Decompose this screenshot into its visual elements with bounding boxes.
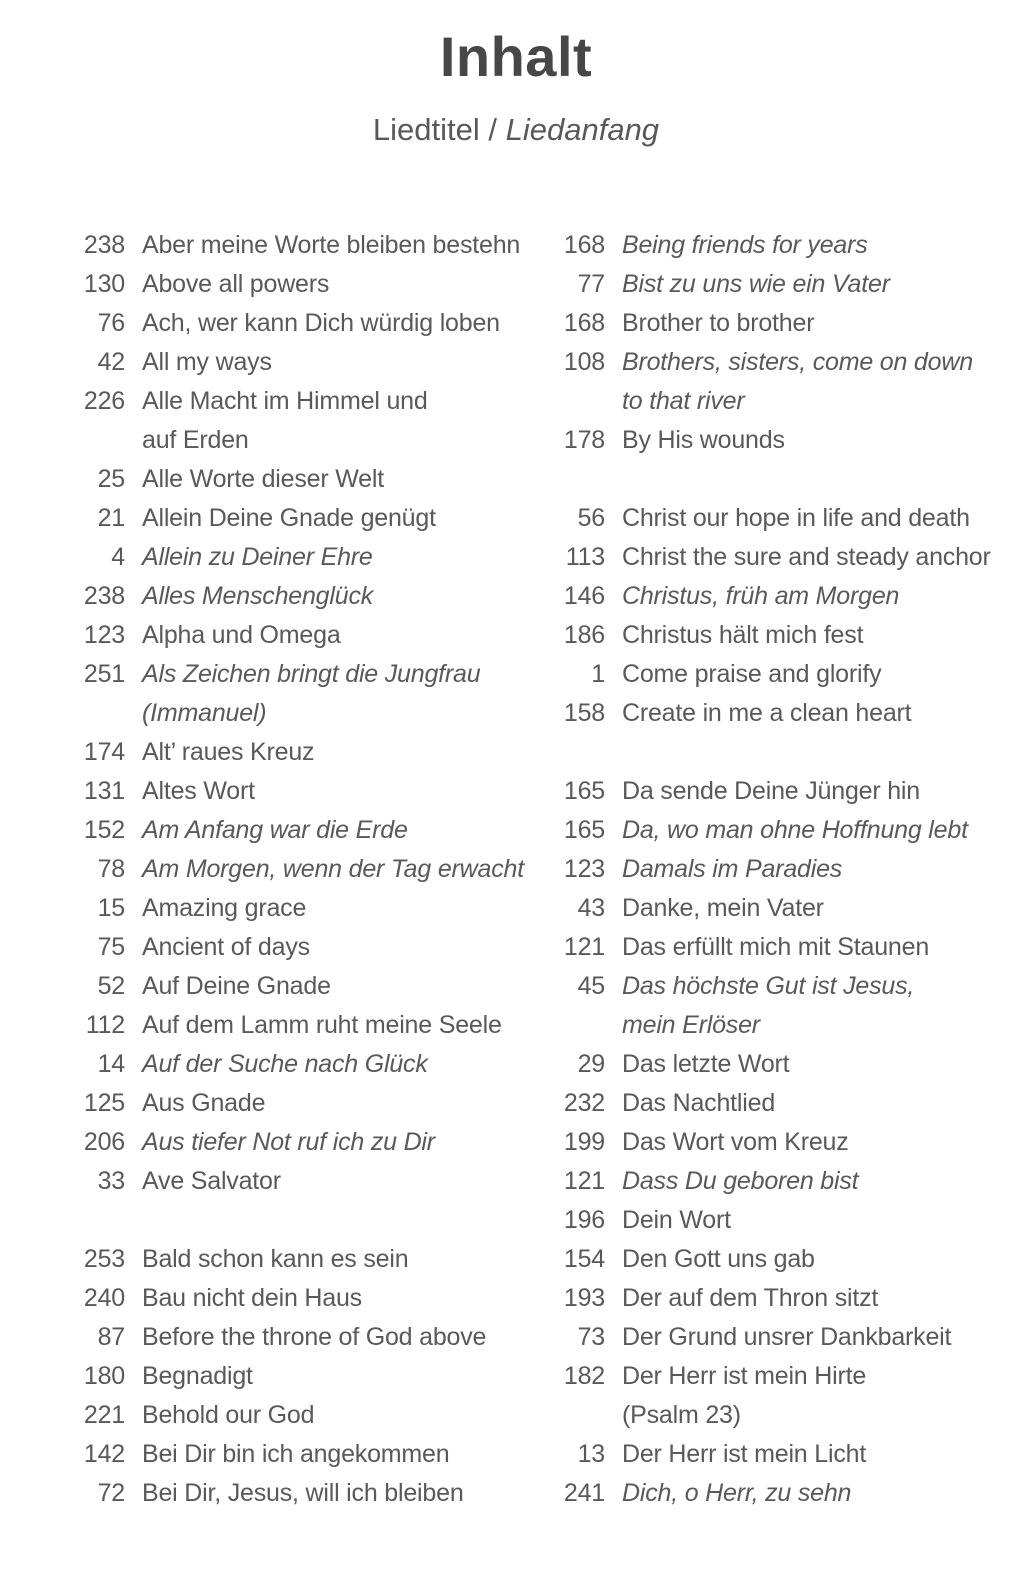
toc-entry: [540, 1240, 1020, 1279]
song-title-line: Das Nachtlied: [622, 1089, 776, 1117]
song-title-line: to that river: [622, 387, 745, 415]
toc-entry: [60, 460, 540, 499]
song-title-line: Alt’ raues Kreuz: [142, 738, 315, 766]
page-number: 78: [97, 855, 125, 883]
toc-entry: [540, 655, 1020, 694]
song-title: [142, 1162, 281, 1201]
toc-entry: [540, 811, 1020, 850]
toc-entry: [60, 226, 540, 265]
song-title: [142, 1396, 314, 1435]
song-title-line: Bist zu uns wie ein Vater: [622, 270, 890, 298]
song-title-line: auf Erden: [142, 426, 249, 454]
song-title-line: All my ways: [142, 348, 272, 376]
toc-entry: [540, 265, 1020, 304]
page-number: 14: [97, 1050, 125, 1078]
page-number: 77: [577, 270, 605, 298]
song-title: [142, 772, 255, 811]
page-number: 206: [83, 1128, 125, 1156]
toc-entry: [60, 733, 540, 772]
song-title: [622, 226, 868, 265]
song-title: [142, 655, 480, 733]
song-title-line: mein Erlöser: [622, 1011, 760, 1039]
toc-entry: [540, 772, 1020, 811]
page-number: 168: [563, 231, 605, 259]
song-title: [622, 1201, 731, 1240]
page-title: Inhalt: [439, 25, 593, 88]
song-title-line: Aber meine Worte bleiben bestehn: [142, 231, 521, 259]
song-title-line: Before the throne of God above: [142, 1323, 487, 1351]
toc-entry: [60, 616, 540, 655]
song-title: [142, 1045, 428, 1084]
toc-entry: [60, 1123, 540, 1162]
song-title: [142, 538, 373, 577]
song-title-line: Behold our God: [142, 1401, 315, 1429]
page-number: 241: [563, 1479, 605, 1507]
song-title-line: Allein zu Deiner Ehre: [142, 543, 373, 571]
toc-entry: [60, 343, 540, 382]
song-title: [142, 1084, 265, 1123]
song-title: [142, 850, 524, 889]
toc-entry: [60, 265, 540, 304]
toc-entry: [60, 1162, 540, 1201]
toc-entry: [540, 343, 1020, 421]
page-number: 73: [577, 1323, 605, 1351]
song-title: [142, 304, 500, 343]
toc-entry: [60, 1006, 540, 1045]
song-title: [622, 1474, 851, 1513]
page-number: 196: [563, 1206, 605, 1234]
song-title: [622, 616, 863, 655]
song-title: [622, 1240, 815, 1279]
song-title-line: Den Gott uns gab: [622, 1245, 815, 1273]
page-number: 29: [577, 1050, 605, 1078]
toc-entry: [60, 538, 540, 577]
song-title: [142, 265, 329, 304]
song-title: [622, 1279, 878, 1318]
page-number: 52: [97, 972, 125, 1000]
song-title-line: Bau nicht dein Haus: [142, 1284, 362, 1312]
song-title: [142, 928, 310, 967]
page-number: 121: [563, 933, 605, 961]
page-number: 25: [97, 465, 125, 493]
song-title: [622, 1435, 866, 1474]
page-number: 33: [97, 1167, 125, 1195]
page-number: 121: [563, 1167, 605, 1195]
song-title: [142, 1474, 464, 1513]
page-number: 226: [83, 387, 125, 415]
song-title-line: Ach, wer kann Dich würdig loben: [142, 309, 500, 337]
toc-entry: [540, 928, 1020, 967]
song-title: [142, 1318, 486, 1357]
page-number: 168: [563, 309, 605, 337]
toc-entry: [60, 850, 540, 889]
song-title: [622, 889, 824, 928]
page-number: 158: [563, 699, 605, 727]
song-title: [622, 343, 973, 421]
toc-entry: [540, 1201, 1020, 1240]
page-number: 123: [83, 621, 125, 649]
song-title: [622, 1162, 858, 1201]
song-title: [622, 499, 970, 538]
song-title: [142, 382, 428, 460]
song-title: [622, 304, 814, 343]
song-title: [142, 499, 436, 538]
song-title: [142, 889, 306, 928]
song-title: [622, 967, 914, 1045]
page-number: 221: [83, 1401, 125, 1429]
page-number: 130: [83, 270, 125, 298]
page-number: 76: [97, 309, 125, 337]
song-title: [142, 343, 272, 382]
page-number: 108: [563, 348, 605, 376]
song-title-line: Brothers, sisters, come on down: [622, 348, 973, 376]
song-title-line: Christus hält mich fest: [622, 621, 864, 649]
song-title: [622, 655, 881, 694]
toc-entry: [540, 967, 1020, 1045]
page-number: 87: [97, 1323, 125, 1351]
page-number: 142: [83, 1440, 125, 1468]
page-number: 42: [97, 348, 125, 376]
page-number: 4: [111, 543, 125, 571]
toc-entry: [540, 1474, 1020, 1513]
song-title: [142, 811, 408, 850]
toc-entry: [60, 499, 540, 538]
song-title-line: Christ the sure and steady anchor: [622, 543, 991, 571]
toc-entry: [540, 616, 1020, 655]
song-title-line: Bei Dir bin ich angekommen: [142, 1440, 450, 1468]
song-title-line: Ave Salvator: [142, 1167, 281, 1195]
song-title-line: Das letzte Wort: [622, 1050, 790, 1078]
toc-entry: [540, 1318, 1020, 1357]
song-title-line: Christus, früh am Morgen: [622, 582, 900, 610]
song-title-line: Dass Du geboren bist: [622, 1167, 859, 1195]
song-title-line: Bald schon kann es sein: [142, 1245, 409, 1273]
song-title-line: Alle Macht im Himmel und: [142, 387, 428, 415]
toc-entry: [540, 538, 1020, 577]
page-number: 240: [83, 1284, 125, 1312]
page-number: 199: [563, 1128, 605, 1156]
song-title-line: Der Herr ist mein Hirte: [622, 1362, 867, 1390]
page-number: 178: [563, 426, 605, 454]
page-number: 13: [577, 1440, 605, 1468]
song-title-line: (Psalm 23): [622, 1401, 741, 1429]
toc-entry: [540, 1123, 1020, 1162]
song-title-line: Dich, o Herr, zu sehn: [622, 1479, 852, 1507]
song-title-line: Das höchste Gut ist Jesus,: [622, 972, 915, 1000]
song-title-line: Begnadigt: [142, 1362, 253, 1390]
page-number: 72: [97, 1479, 125, 1507]
page-number: 146: [563, 582, 605, 610]
toc-entry: [60, 811, 540, 850]
subtitle-regular-part: Liedtitel /: [372, 112, 506, 147]
song-title-line: Auf der Suche nach Glück: [142, 1050, 428, 1078]
song-title: [622, 577, 899, 616]
page-number: 112: [85, 1011, 125, 1039]
song-title-line: Altes Wort: [142, 777, 255, 805]
toc-entry: [60, 1240, 540, 1279]
song-title: [142, 577, 373, 616]
song-title-line: Am Morgen, wenn der Tag erwacht: [142, 855, 524, 883]
page-number: 75: [97, 933, 125, 961]
song-title: [142, 460, 384, 499]
song-title-line: Alle Worte dieser Welt: [142, 465, 384, 493]
subtitle-italic-part: Liedanfang: [505, 112, 660, 147]
song-title-line: Brother to brother: [622, 309, 815, 337]
song-title: [622, 265, 890, 304]
toc-entry: [540, 304, 1020, 343]
song-title: [622, 928, 929, 967]
toc-entry: [60, 772, 540, 811]
page-number: 238: [83, 231, 125, 259]
song-title: [142, 1123, 435, 1162]
toc-entry: [60, 1396, 540, 1435]
song-title-line: Da sende Deine Jünger hin: [622, 777, 920, 805]
page-number: 125: [83, 1089, 125, 1117]
song-title: [142, 226, 520, 265]
toc-entry: [60, 889, 540, 928]
page-number: 180: [83, 1362, 125, 1390]
toc-entry: [540, 499, 1020, 538]
song-title-line: (Immanuel): [142, 699, 267, 727]
song-title-line: Being friends for years: [622, 231, 868, 259]
toc-column-left: [60, 226, 540, 1513]
toc-entry: [60, 382, 540, 460]
page-number: 253: [83, 1245, 125, 1273]
page-number: 152: [83, 816, 125, 844]
toc-entry: [60, 1318, 540, 1357]
toc-entry: [540, 1357, 1020, 1435]
song-title: [622, 1123, 849, 1162]
song-title: [142, 1435, 449, 1474]
song-title-line: Dein Wort: [622, 1206, 731, 1234]
song-title: [622, 694, 911, 733]
song-title-line: Der Grund unsrer Dankbarkeit: [622, 1323, 952, 1351]
song-title-line: By His wounds: [622, 426, 785, 454]
page-subtitle: [0, 110, 1032, 150]
song-title-line: Der auf dem Thron sitzt: [622, 1284, 879, 1312]
song-title: [142, 967, 331, 1006]
toc-entry: [60, 1435, 540, 1474]
toc-entry: [540, 226, 1020, 265]
song-title: [142, 1357, 253, 1396]
page-number: 251: [83, 660, 125, 688]
page-number: 154: [563, 1245, 605, 1273]
page-number: 56: [577, 504, 605, 532]
toc-entry: [60, 1084, 540, 1123]
toc-entry: [60, 1045, 540, 1084]
page-number: 131: [83, 777, 125, 805]
page-number: 165: [563, 816, 605, 844]
toc-entry: [60, 1474, 540, 1513]
toc-entry: [540, 1045, 1020, 1084]
song-title-line: Allein Deine Gnade genügt: [142, 504, 436, 532]
page-number: 186: [563, 621, 605, 649]
page-number: 238: [83, 582, 125, 610]
toc-entry: [540, 1084, 1020, 1123]
song-title: [142, 1240, 408, 1279]
toc-entry: [60, 928, 540, 967]
toc-entry: [540, 577, 1020, 616]
song-title-line: Amazing grace: [142, 894, 307, 922]
toc-entry: [540, 421, 1020, 460]
song-title-line: Above all powers: [142, 270, 330, 298]
page-number: 165: [563, 777, 605, 805]
toc-entry: [60, 1357, 540, 1396]
song-title-line: Ancient of days: [142, 933, 310, 961]
toc-entry: [540, 1435, 1020, 1474]
song-title: [622, 1045, 789, 1084]
page-number: 182: [563, 1362, 605, 1390]
song-title-line: Aus tiefer Not ruf ich zu Dir: [142, 1128, 435, 1156]
toc-entry: [540, 889, 1020, 928]
toc-entry: [60, 577, 540, 616]
page-number: 43: [577, 894, 605, 922]
toc-entry: [60, 655, 540, 733]
song-title: [622, 811, 968, 850]
song-title-line: Auf dem Lamm ruht meine Seele: [142, 1011, 502, 1039]
song-title-line: Das Wort vom Kreuz: [622, 1128, 849, 1156]
song-title-line: Das erfüllt mich mit Staunen: [622, 933, 930, 961]
page-number: 174: [83, 738, 125, 766]
song-title: [622, 538, 991, 577]
song-title-line: Als Zeichen bringt die Jungfrau: [142, 660, 481, 688]
song-title-line: Bei Dir, Jesus, will ich bleiben: [142, 1479, 464, 1507]
toc-entry: [540, 694, 1020, 733]
song-title: [142, 1006, 502, 1045]
song-title: [622, 1357, 866, 1435]
song-title-line: Christ our hope in life and death: [622, 504, 970, 532]
toc-column-right: [540, 226, 1020, 1513]
song-title-line: Der Herr ist mein Licht: [622, 1440, 867, 1468]
page-number: 193: [563, 1284, 605, 1312]
song-title: [142, 1279, 362, 1318]
song-title-line: Da, wo man ohne Hoffnung lebt: [622, 816, 968, 844]
song-title: [142, 616, 341, 655]
song-title: [142, 733, 314, 772]
song-title-line: Auf Deine Gnade: [142, 972, 331, 1000]
song-title: [622, 1318, 951, 1357]
page-number: 45: [577, 972, 605, 1000]
table-of-contents: [0, 226, 1032, 1513]
song-title-line: Alles Menschenglück: [142, 582, 374, 610]
toc-entry: [540, 1162, 1020, 1201]
toc-entry: [60, 1279, 540, 1318]
toc-entry: [540, 1279, 1020, 1318]
song-title: [622, 1084, 775, 1123]
page-number: 113: [565, 543, 605, 571]
page-number: 1: [591, 660, 605, 688]
toc-entry: [60, 304, 540, 343]
toc-entry: [60, 967, 540, 1006]
song-title: [622, 421, 785, 460]
page-number: 123: [563, 855, 605, 883]
song-title-line: Aus Gnade: [142, 1089, 266, 1117]
page-number: 15: [97, 894, 125, 922]
song-title: [622, 850, 842, 889]
song-title-line: Come praise and glorify: [622, 660, 882, 688]
song-title-line: Alpha und Omega: [142, 621, 341, 649]
toc-entry: [540, 850, 1020, 889]
song-title: [622, 772, 920, 811]
song-title-line: Am Anfang war die Erde: [142, 816, 408, 844]
song-title-line: Damals im Paradies: [622, 855, 843, 883]
song-title-line: Create in me a clean heart: [622, 699, 912, 727]
page-number: 21: [97, 504, 125, 532]
page-number: 232: [563, 1089, 605, 1117]
song-title-line: Danke, mein Vater: [622, 894, 824, 922]
